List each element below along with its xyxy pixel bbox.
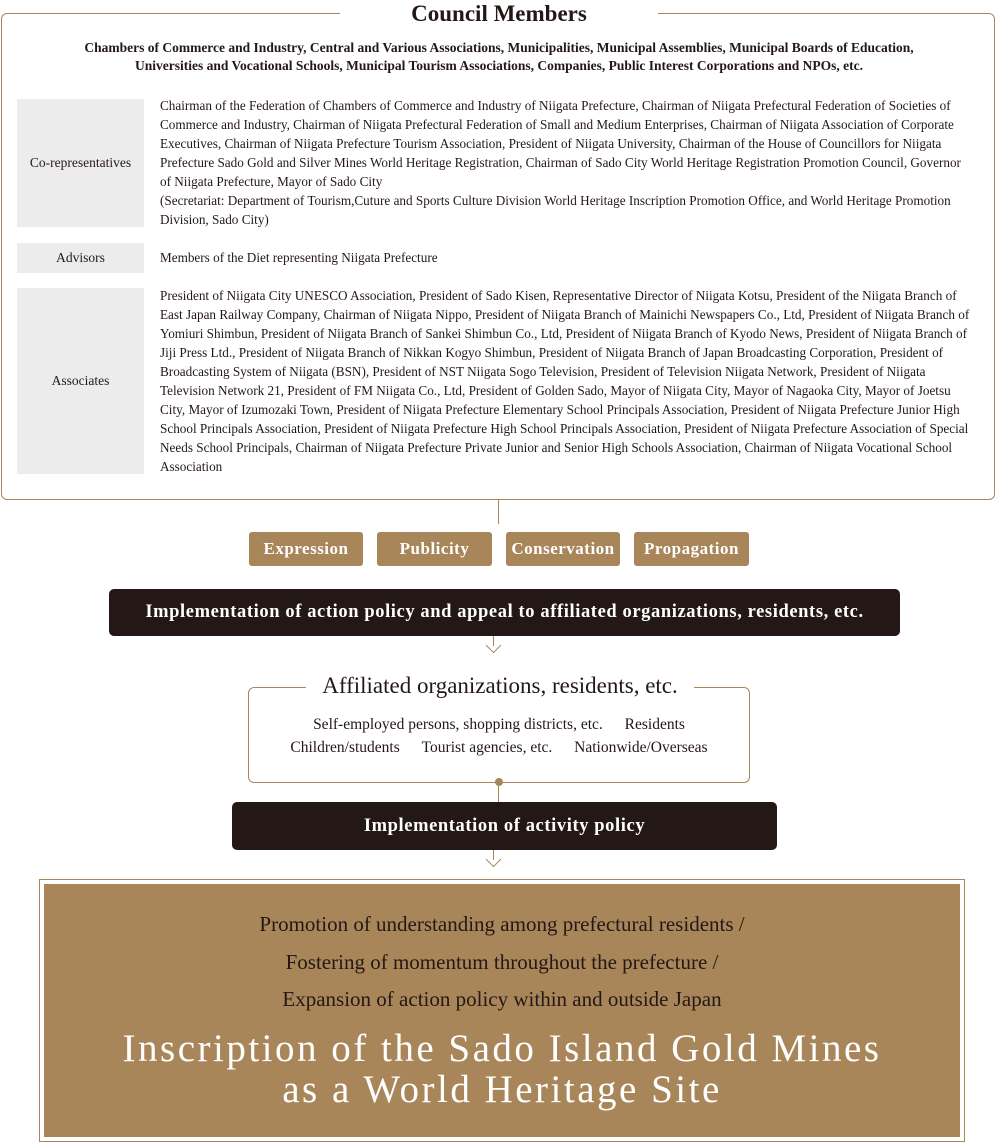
pillar-expression: Expression <box>249 532 363 566</box>
affiliated-item: Nationwide/Overseas <box>574 739 708 756</box>
goal-headline-2: as a World Heritage Site <box>282 1068 722 1111</box>
affiliated-item: Residents <box>624 716 685 733</box>
connector-dot <box>495 778 503 786</box>
affiliated-item: Children/students <box>290 739 400 756</box>
associates-text: President of Niigata City UNESCO Association, President of Sado Kisen, Representative Director of Niigata Kotsu, President of the Niigata Branch of East Japan Railway Company, Chairman of Niigata Nippo, President of Niigata Branch of Mainichi Newspapers Co., Ltd, President of Niigata Branch of Yomiuri Shimbun, President of Niigata Branch of Sankei Shimbun Co., Ltd, President of Niigata Branch of Kyodo News, President of Niigata Branch of Jiji Press Ltd., President of Niigata Branch of Nikkan Kogyo Shimbun, President of Niigata Branch of Japan Broadcasting Corporation, President of Broadcasting System of Niigata (BSN), President of NST Niigata Sogo Television, President of Television Niigata Network, President of Niigata Television Network 21, President of FM Niigata Co., Ltd, President of Golden Sado, Mayor of Niigata City, Mayor of Nagaoka City, Mayor of Joetsu City, Mayor of Izumozaki Town, President of Niigata Prefecture Elementary School Principals Association, President of Niigata Prefecture Junior High School Principals Association, President of Niigata Prefecture High School Principals Association, President of Niigata Prefecture Association of Special Needs School Principals, Chairman of Niigata Prefecture Private Junior and Senior High Schools Association, Chairman of Niigata Vocational School Association <box>160 288 970 474</box>
arrow-down-icon <box>486 638 502 654</box>
co-representatives-text <box>160 96 970 229</box>
goal-line-1: Promotion of understanding among prefectural residents / <box>259 912 745 936</box>
goal-headline-1: Inscription of the Sado Island Gold Mines <box>122 1027 882 1070</box>
affiliated-box <box>248 687 750 783</box>
council-intro-line-1: Chambers of Commerce and Industry, Central and Various Associations, Municipalities, Municipal Assemblies, Municipal Boards of Education, <box>84 40 914 55</box>
council-intro-line-2: Universities and Vocational Schools, Municipal Tourism Associations, Companies, Public Interest Corporations and NPOs, etc. <box>134 58 864 73</box>
co-representatives-members: Chairman of the Federation of Chambers of Commerce and Industry of Niigata Prefecture, Chairman of Niigata Prefectural Federation of Societies of Commerce and Industry, Chairman of Niigata Prefectural Federation of Small and Medium Enterprises, Chairman of Niigata Association of Corporate Executives, Chairman of Niigata Prefecture Tourism Association, President of Niigata University, Chairman of the House of Councillors for Niigata Prefecture Sado Gold and Silver Mines World Heritage Registration, Chairman of Sado City World Heritage Registration Promotion Council, Governor of Niigata Prefecture, Mayor of Sado City <box>160 98 961 189</box>
implementation-activity-bar: Implementation of activity policy <box>232 802 777 850</box>
affiliated-item: Self-employed persons, shopping districts, etc. <box>313 716 603 733</box>
affiliated-item: Tourist agencies, etc. <box>421 739 553 756</box>
advisors-label: Advisors <box>17 243 144 273</box>
advisors-text: Members of the Diet representing Niigata Prefecture <box>160 250 438 265</box>
affiliated-row-2 <box>250 739 748 757</box>
associates-label: Associates <box>17 288 144 474</box>
affiliated-row-1 <box>250 716 748 734</box>
council-members-title: Council Members <box>340 0 658 28</box>
co-representatives-label: Co-representatives <box>17 99 144 227</box>
affiliated-title: Affiliated organizations, residents, etc. <box>306 671 694 701</box>
arrow-down-icon <box>486 852 502 868</box>
goal-line-3: Expansion of action policy within and outside Japan <box>282 987 722 1011</box>
connector-line <box>498 500 499 524</box>
pillar-conservation: Conservation <box>506 532 620 566</box>
pillar-publicity: Publicity <box>377 532 492 566</box>
goal-line-2: Fostering of momentum throughout the prefecture / <box>285 950 719 974</box>
connector-line <box>498 786 499 802</box>
pillar-propagation: Propagation <box>634 532 749 566</box>
secretariat-note: (Secretariat: Department of Tourism,Cuture and Sports Culture Division World Heritage Inscription Promotion Office, and World Heritage Promotion Division, Sado City) <box>160 193 951 227</box>
implementation-appeal-bar: Implementation of action policy and appeal to affiliated organizations, residents, etc. <box>109 589 900 636</box>
